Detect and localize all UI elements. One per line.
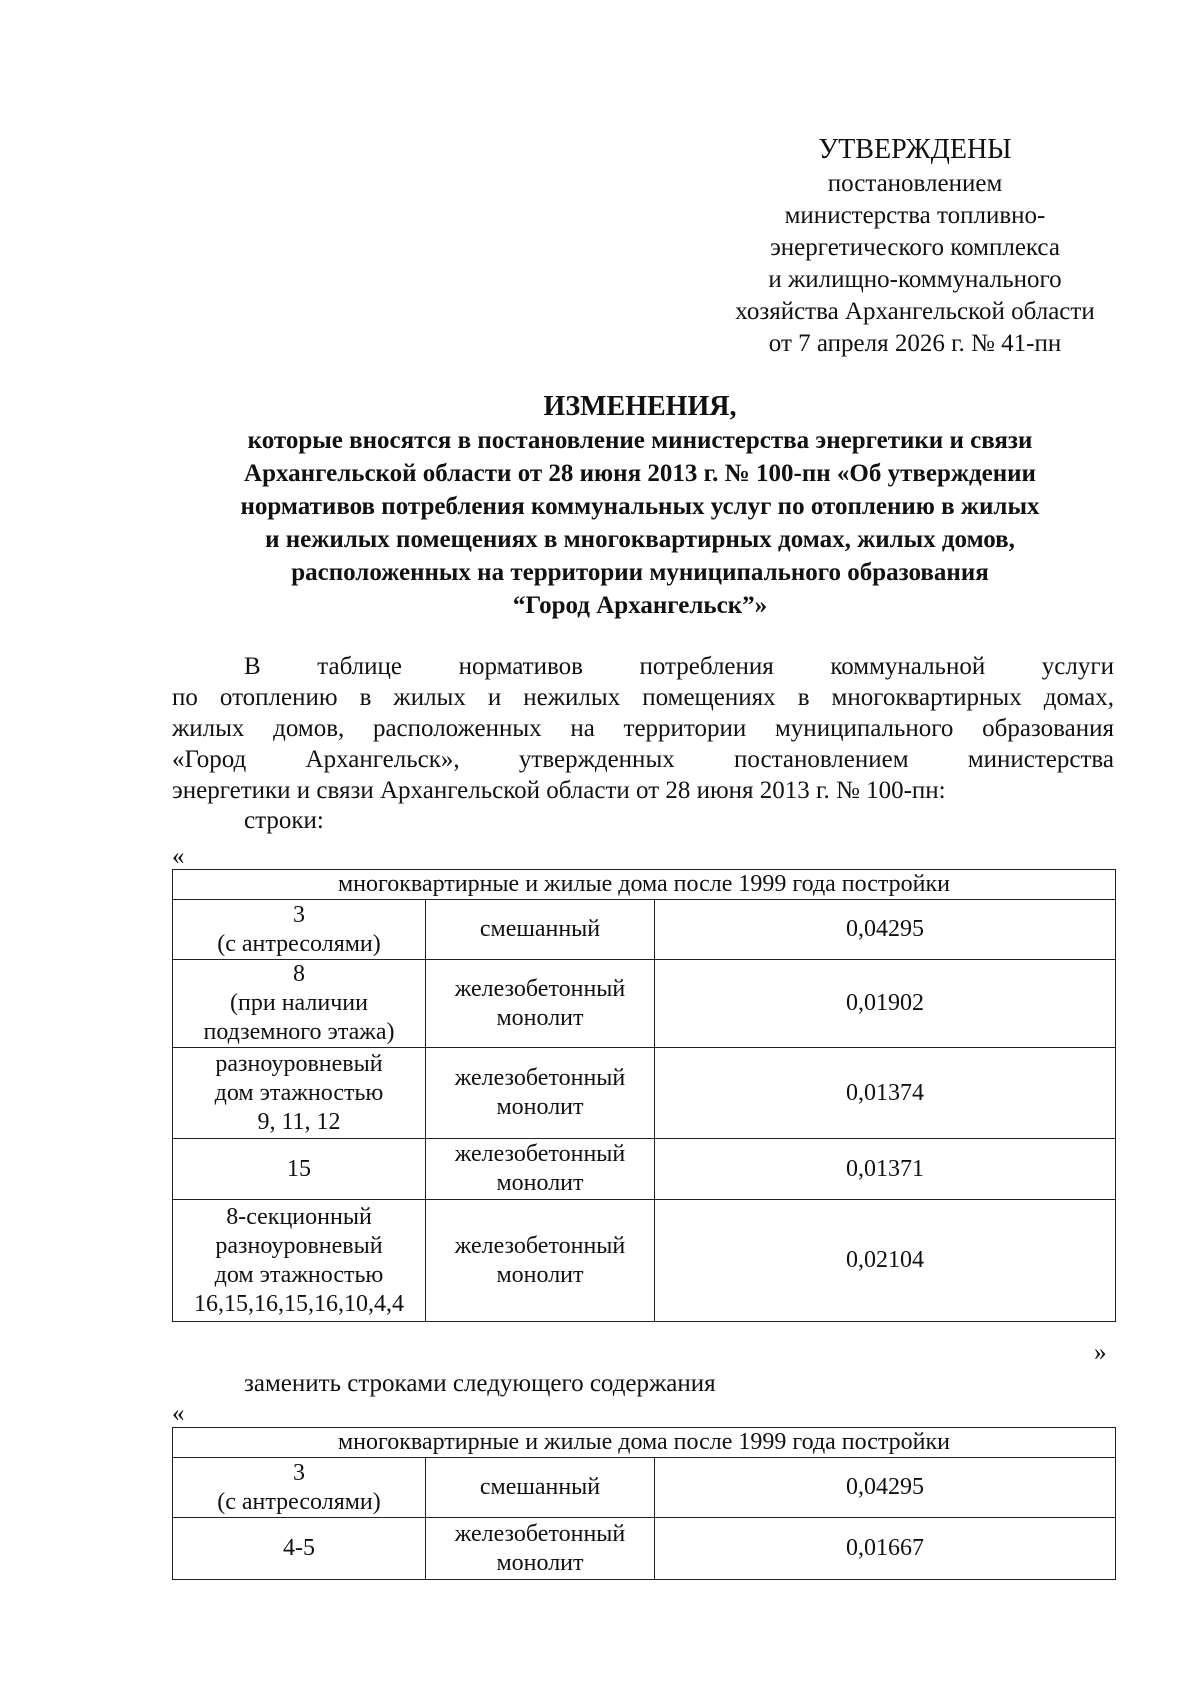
value-cell: 0,02104 [655, 1200, 1116, 1322]
table-row [173, 960, 1116, 1048]
table-row [173, 1518, 1116, 1580]
material-cell: смешанный [426, 1458, 655, 1518]
paragraph-line: жилых домов, расположенных на территории муниципального образования [172, 715, 1114, 742]
paragraph-line: по отоплению в жилых и нежилых помещениях в многоквартирных домах, [172, 684, 1114, 711]
approval-line: постановлением [827, 170, 1003, 197]
table-header: многоквартирные и жилые дома после 1999 года постройки [173, 870, 1116, 900]
quote-open: « [172, 1400, 185, 1427]
title-line: которые вносятся в постановление министерства энергетики и связи [247, 427, 1033, 454]
value-cell: 0,01667 [655, 1518, 1116, 1580]
floors-cell: разноуровневый дом этажностью 9, 11, 12 [173, 1048, 426, 1139]
title-line: расположенных на территории муниципального образования [291, 559, 989, 586]
body-paragraph [172, 651, 1114, 806]
table-row [173, 1458, 1116, 1518]
approval-heading: УТВЕРЖДЕНЫ [818, 134, 1012, 165]
table-row [173, 1139, 1116, 1200]
approval-line: от 7 апреля 2026 г. № 41-пн [768, 330, 1062, 357]
replace-label: заменить строками следующего содержания [244, 1370, 716, 1397]
floors-cell: 4-5 [173, 1518, 426, 1580]
value-cell: 0,01902 [655, 960, 1116, 1048]
material-cell: железобетонный монолит [426, 1139, 655, 1200]
material-cell: железобетонный монолит [426, 1518, 655, 1580]
paragraph-line: энергетики и связи Архангельской области от 28 июня 2013 г. № 100-пн: [172, 777, 946, 804]
approval-line: хозяйства Архангельской области [735, 298, 1095, 325]
floors-cell: 3 (с антресолями) [173, 900, 426, 960]
value-cell: 0,01374 [655, 1048, 1116, 1139]
approval-line: и жилищно-коммунального [768, 266, 1062, 293]
title-line: и нежилых помещениях в многоквартирных домах, жилых домов, [265, 526, 1015, 553]
material-cell: железобетонный монолит [426, 960, 655, 1048]
value-cell: 0,01371 [655, 1139, 1116, 1200]
title-heading: ИЗМЕНЕНИЯ, [543, 391, 737, 422]
document-title [165, 390, 1115, 622]
table-row [173, 1048, 1116, 1139]
material-cell: железобетонный монолит [426, 1200, 655, 1322]
table-header: многоквартирные и жилые дома после 1999 года постройки [173, 1428, 1116, 1458]
title-line: Архангельской области от 28 июня 2013 г. № 100-пн «Об утверждении [244, 460, 1036, 487]
value-cell: 0,04295 [655, 1458, 1116, 1518]
table-new [172, 1427, 1116, 1580]
table-old [172, 869, 1116, 1322]
rows-label: строки: [244, 807, 324, 834]
floors-cell: 8-секционный разноуровневый дом этажностью 16,15,16,15,16,10,4,4 [173, 1200, 426, 1322]
floors-cell: 8 (при наличии подземного этажа) [173, 960, 426, 1048]
floors-cell: 15 [173, 1139, 426, 1200]
table-row [173, 1200, 1116, 1322]
title-line: нормативов потребления коммунальных услуг по отоплению в жилых [240, 493, 1040, 520]
material-cell: смешанный [426, 900, 655, 960]
quote-open: « [172, 843, 185, 870]
floors-cell: 3 (с антресолями) [173, 1458, 426, 1518]
quote-close: » [1094, 1339, 1107, 1366]
approval-line: министерства топливно- [784, 202, 1046, 229]
approval-line: энергетического комплекса [770, 234, 1060, 261]
material-cell: железобетонный монолит [426, 1048, 655, 1139]
paragraph-line: «Город Архангельск», утвержденных постановлением министерства [172, 746, 1114, 773]
value-cell: 0,04295 [655, 900, 1116, 960]
approval-block [700, 132, 1130, 360]
paragraph-line: В таблице нормативов потребления коммунальной услуги [244, 653, 1114, 680]
table-row [173, 900, 1116, 960]
title-line: “Город Архангельск”» [512, 592, 768, 619]
